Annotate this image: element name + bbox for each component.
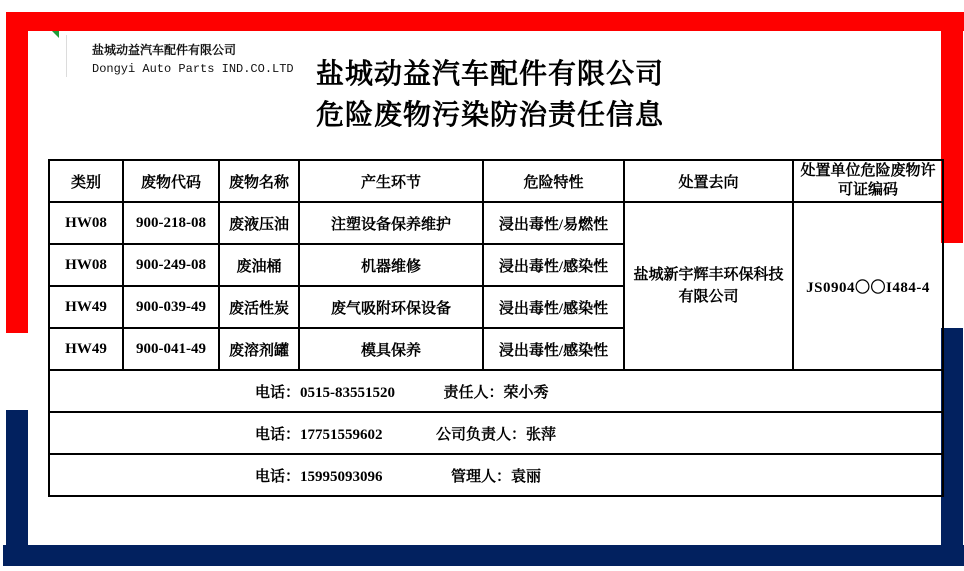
cell-category: HW49	[49, 328, 123, 370]
cell-name: 废油桶	[219, 244, 299, 286]
header-name: 废物名称	[219, 160, 299, 202]
cell-name: 废溶剂罐	[219, 328, 299, 370]
frame-top-red-bar	[6, 12, 964, 31]
cell-code: 900-041-49	[123, 328, 219, 370]
cell-hazard: 浸出毒性/感染性	[483, 328, 624, 370]
table-header-row	[49, 160, 943, 202]
contact-label: 公司负责人：张萍	[435, 426, 556, 443]
contact-phone: 电话：17751559602	[255, 426, 383, 443]
cell-code: 900-249-08	[123, 244, 219, 286]
cell-process: 机器维修	[299, 244, 483, 286]
logo-company-name-cn: 盐城动益汽车配件有限公司	[92, 43, 237, 57]
cell-hazard: 浸出毒性/感染性	[483, 244, 624, 286]
header-disposal: 处置去向	[624, 160, 793, 202]
frame-bottom-navy-bar	[3, 545, 964, 566]
logo-company-name-en: Dongyi Auto Parts IND.CO.LTD	[92, 62, 294, 76]
green-corner-marker-icon	[52, 31, 59, 38]
frame-right-navy-bar	[941, 328, 963, 566]
header-code: 废物代码	[123, 160, 219, 202]
header-process: 产生环节	[299, 160, 483, 202]
cell-category: HW49	[49, 286, 123, 328]
contact-phone: 电话：15995093096	[255, 468, 383, 485]
frame-right-red-bar	[941, 12, 963, 243]
frame-left-red-bar	[6, 12, 28, 333]
contact-label: 管理人：袁丽	[450, 468, 541, 485]
page-title-line1: 盐城动益汽车配件有限公司	[315, 59, 664, 90]
cell-license-code: JS0904〇〇I484-4	[793, 202, 943, 370]
table-row	[49, 202, 943, 244]
hazardous-waste-table	[48, 159, 944, 497]
contact-cell	[49, 454, 943, 496]
cell-name: 废活性炭	[219, 286, 299, 328]
cell-hazard: 浸出毒性/感染性	[483, 286, 624, 328]
cell-process: 模具保养	[299, 328, 483, 370]
page-title-line2: 危险废物污染防治责任信息	[315, 100, 664, 131]
header-hazard: 危险特性	[483, 160, 624, 202]
cell-category: HW08	[49, 244, 123, 286]
contact-phone: 电话：0515-83551520	[255, 384, 395, 401]
cell-name: 废液压油	[219, 202, 299, 244]
contact-row-responsible	[49, 370, 943, 412]
cell-code: 900-039-49	[123, 286, 219, 328]
cell-hazard: 浸出毒性/易燃性	[483, 202, 624, 244]
contact-row-company-head	[49, 412, 943, 454]
gridline-artifact	[66, 35, 67, 77]
frame-left-navy-bar	[6, 410, 28, 566]
cell-category: HW08	[49, 202, 123, 244]
cell-process: 废气吸附环保设备	[299, 286, 483, 328]
cell-process: 注塑设备保养维护	[299, 202, 483, 244]
contact-row-manager	[49, 454, 943, 496]
contact-cell	[49, 412, 943, 454]
header-license: 处置单位危险废物许可证编码	[793, 160, 943, 202]
contact-cell	[49, 370, 943, 412]
page-title	[270, 54, 710, 136]
contact-label: 责任人：荣小秀	[443, 384, 549, 401]
cell-code: 900-218-08	[123, 202, 219, 244]
cell-disposal-company: 盐城新宇辉丰环保科技有限公司	[624, 202, 793, 370]
header-category: 类别	[49, 160, 123, 202]
